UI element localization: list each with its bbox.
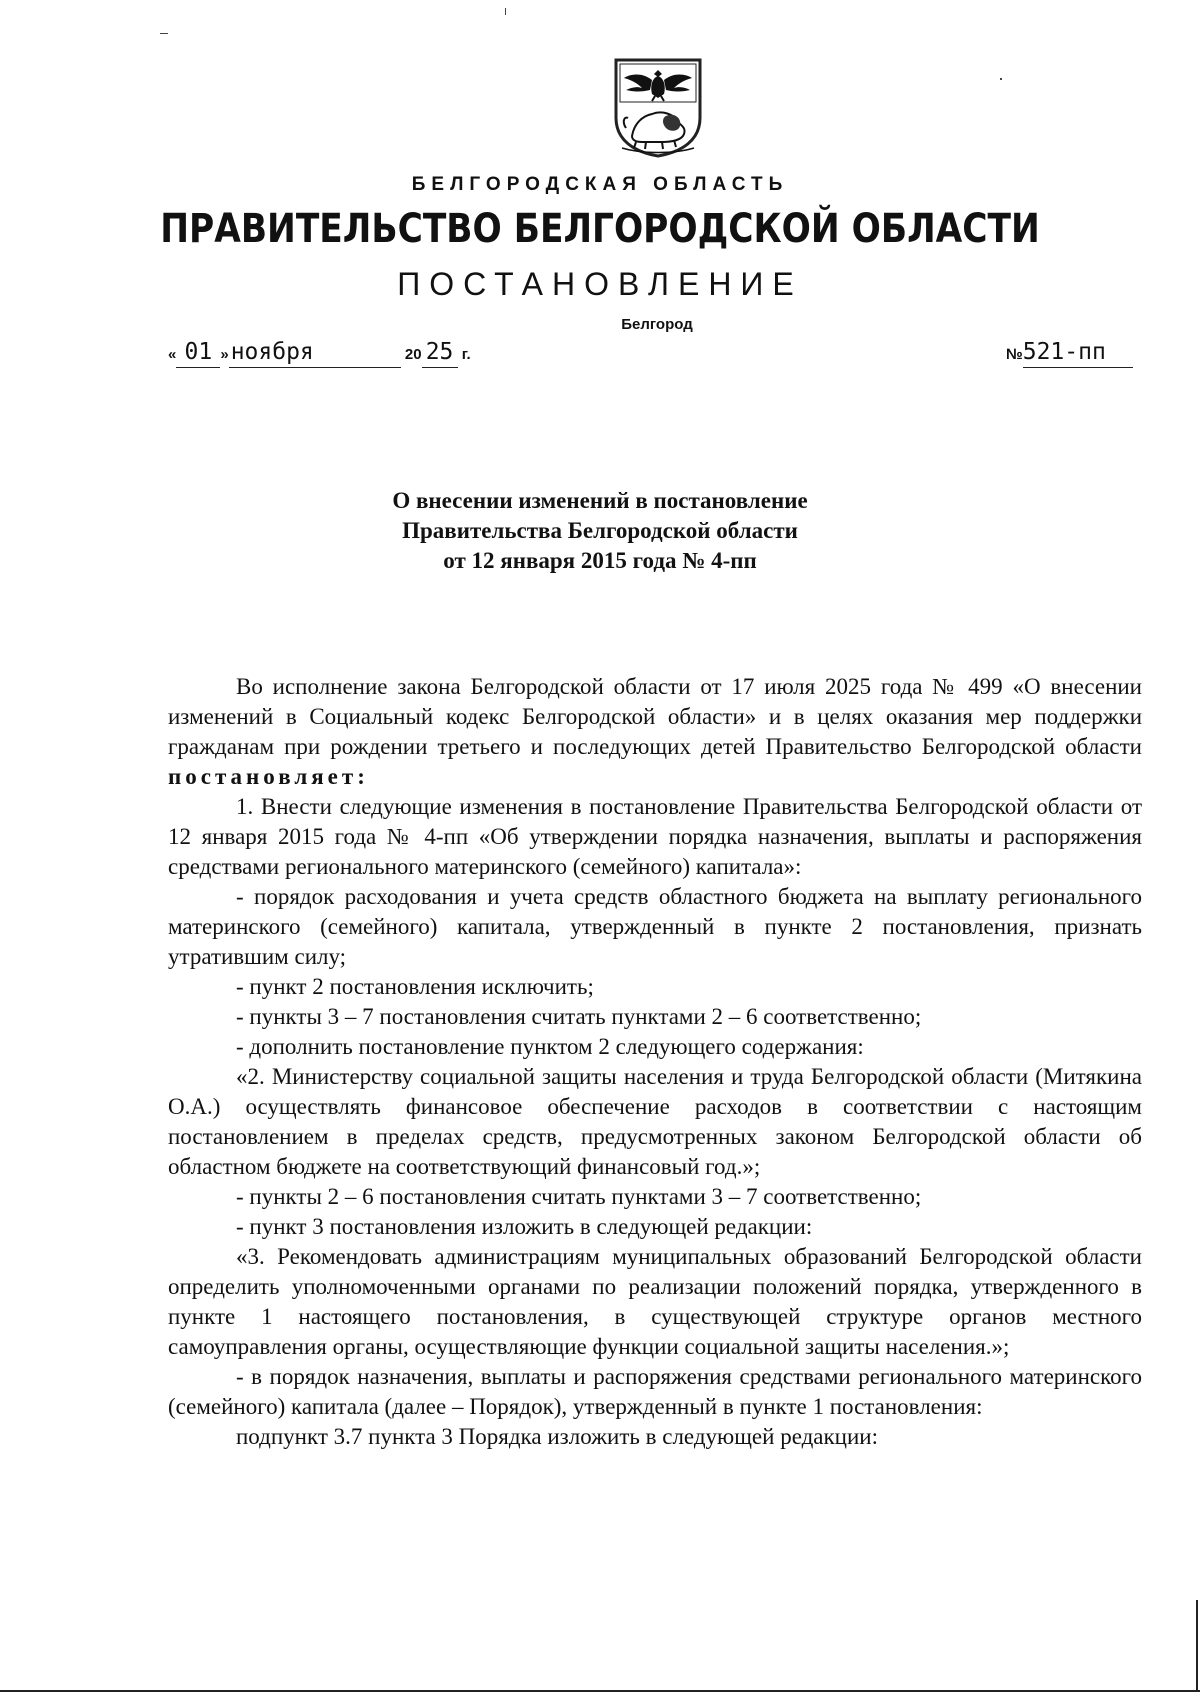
region-heading: БЕЛГОРОДСКАЯ ОБЛАСТЬ <box>411 174 789 195</box>
date-year: 25 <box>425 339 454 365</box>
body-paragraph: - пункты 3 – 7 постановления считать пунктами 2 – 6 соответственно; <box>236 1004 922 1029</box>
government-heading: ПРАВИТЕЛЬСТВО БЕЛГОРОДСКОЙ ОБЛАСТИ <box>160 206 1040 252</box>
date-year-prefix: 20 <box>404 346 422 363</box>
date-month: ноября <box>230 339 314 365</box>
number-field <box>1023 340 1133 368</box>
title-line: Правительства Белгородской области <box>402 518 798 543</box>
document-title <box>0 486 1200 576</box>
date-day: 01 <box>184 339 213 365</box>
body-paragraph: подпункт 3.7 пункта 3 Порядка изложить в следующей редакции: <box>236 1424 879 1449</box>
body-paragraph: «3. Рекомендовать администрациям муниципальных образований Белгородской области определить уполномоченными органами по реализации положений порядка, утвержденного в пункте 1 настоящего постановления, в существующей структуре органов местного самоуправления органы, осуществляющие функции социальной защиты населения.»; <box>168 1244 1142 1359</box>
city-label: Белгород <box>621 316 693 333</box>
document-number <box>1006 340 1133 368</box>
body-paragraph: 1. Внести следующие изменения в постановление Правительства Белгородской области от 12 января 2015 года № 4-пп «Об утверждении порядка назначения, выплаты и распоряжения средствами регионального материнского (семейного) капитала»: <box>168 794 1142 879</box>
number-value: 521-пп <box>1022 339 1106 365</box>
intro-paragraph <box>168 672 1142 792</box>
resolves-word: постановляет: <box>168 764 369 789</box>
title-line: О внесении изменений в постановление <box>392 488 808 513</box>
date-year-field <box>422 340 458 368</box>
scan-mark <box>505 8 506 15</box>
date-year-abbr: г. <box>461 346 471 363</box>
date-open-quote: « <box>168 346 177 363</box>
body-paragraph: - пункт 3 постановления изложить в следующей редакции: <box>236 1214 813 1239</box>
scan-mark <box>1196 1600 1198 1690</box>
document-type-heading: ПОСТАНОВЛЕНИЕ <box>397 266 803 302</box>
body-paragraph: - порядок расходования и учета средств областного бюджета на выплату регионального материнского (семейного) капитала, утвержденный в пункте 2 постановления, признать утратившим силу; <box>168 884 1142 969</box>
body-paragraph: - пункты 2 – 6 постановления считать пунктами 3 – 7 соответственно; <box>236 1184 922 1209</box>
scan-mark <box>160 33 168 34</box>
intro-text: Во исполнение закона Белгородской области от 17 июля 2025 года № 499 «О внесении изменений в Социальный кодекс Белгородской области» и в целях оказания мер поддержки гражданам при рождении третьего и последующих детей Правительство Белгородской области <box>168 674 1142 759</box>
title-line: от 12 января 2015 года № 4-пп <box>443 548 757 573</box>
date-month-field <box>229 340 401 368</box>
scan-mark <box>0 1690 1200 1692</box>
document-body <box>168 672 1142 1452</box>
body-paragraph: - дополнить постановление пунктом 2 следующего содержания: <box>236 1034 864 1059</box>
body-paragraph: - в порядок назначения, выплаты и распоряжения средствами регионального материнского (семейного) капитала (далее – Порядок), утвержденный в пункте 1 постановления: <box>168 1364 1142 1419</box>
scan-mark <box>1000 78 1002 80</box>
body-paragraph: «2. Министерству социальной защиты населения и труда Белгородской области (Митякина О.А.) осуществлять финансовое обеспечение расходов в соответствии с настоящим постановлением в пределах средств, предусмотренных законом Белгородской области об областном бюджете на соответствующий финансовый год.»; <box>168 1064 1142 1179</box>
number-label: № <box>1006 346 1023 363</box>
coat-of-arms-emblem <box>612 56 704 158</box>
date-day-field <box>176 340 220 368</box>
body-paragraph: - пункт 2 постановления исключить; <box>236 974 594 999</box>
date-close-quote: » <box>220 346 229 363</box>
date-line <box>168 340 471 368</box>
